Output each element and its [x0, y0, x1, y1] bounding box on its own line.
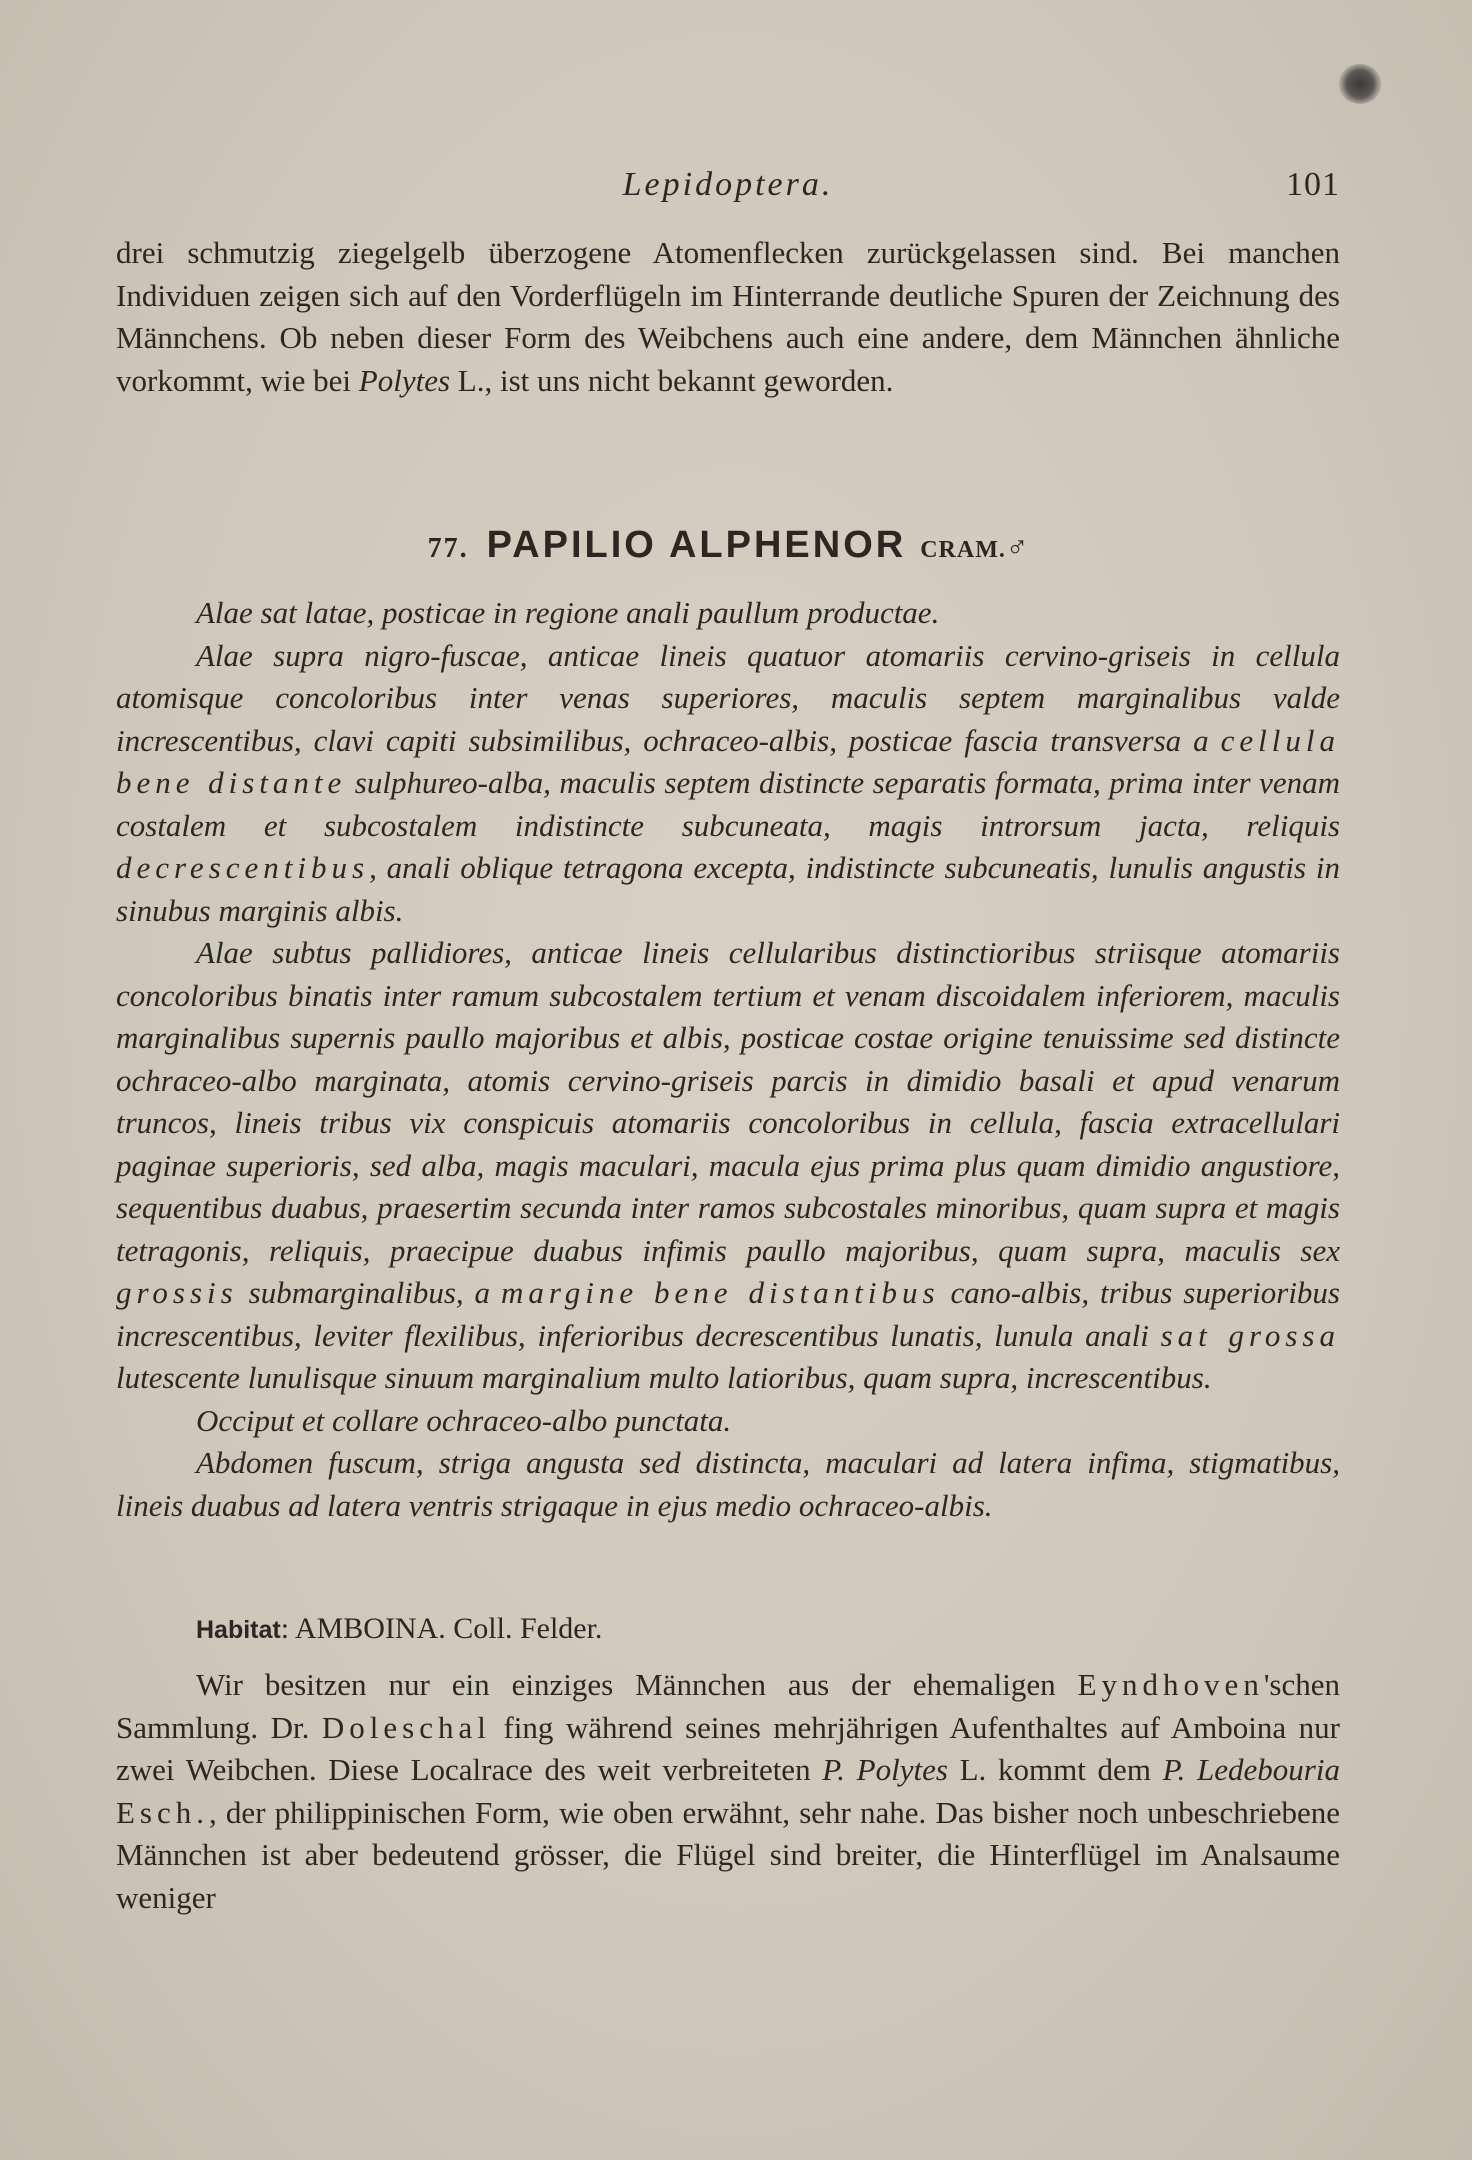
discussion-text: 'schen Sammlung. Dr. — [116, 1667, 1340, 1745]
latin-text: , anali oblique tetragona excepta, indistincte subcuneatis, lunulis angustis in sinubus marginis albis. — [116, 850, 1340, 928]
species-heading — [116, 524, 1340, 567]
latin-text: lutescente lunulisque sinuum marginalium multo latioribus, quam supra, increscentibus. — [116, 1360, 1212, 1395]
latin-spaced-text: sat grossa — [1160, 1317, 1340, 1353]
collector-name: Eyndhoven — [1077, 1667, 1264, 1702]
habitat-line — [196, 1612, 602, 1646]
intro-italic-taxon: Polytes — [358, 362, 451, 398]
intro-text-end: L., ist uns nicht bekannt geworden. — [450, 362, 894, 398]
latin-spaced-text: grossis — [116, 1275, 238, 1310]
latin-paragraph: Alae sat latae, posticae in regione anali paullum productae. — [196, 595, 940, 630]
discussion-text: fing während seines mehrjährigen Aufenthaltes auf Amboina nur zwei Weibchen. Diese Localrace des weit verbreiteten — [116, 1709, 1340, 1787]
discussion-paragraph — [116, 1664, 1340, 1919]
latin-text: Alae subtus pallidiores, anticae lineis cellularibus distinctioribus striisque atomariis concoloribus binatis inter ramum subcostalem tertium et venam discoidalem inferiorem, maculis marginalibus supernis paullo majoribus et albis, posticae costae origine tenuissime sed distincte ochraceo-albo marginata, atomis cervino-griseis parcis in dimidio basali et apud venarum truncos, lineis tribus vix conspicuis atomariis concoloribus in cellula, fascia extracellulari paginae superioris, sed alba, magis maculari, macula ejus prima plus quam dimidio angustiore, sequentibus duabus, praesertim secunda inter ramos subcostales minoribus, quam supra et magis tetragonis, reliquis, praecipue duabus infimis paullo majoribus, quam supra, maculis sex — [116, 935, 1340, 1268]
latin-paragraph: Occiput et collare ochraceo-albo punctata. — [196, 1402, 732, 1438]
discussion-text: Wir besitzen nur ein einziges Männchen aus der ehemaligen — [196, 1667, 1078, 1702]
latin-spaced-text: decrescentibus — [116, 850, 370, 885]
latin-description — [116, 592, 1340, 1527]
latin-text: sulphureo-alba, maculis septem distincte separatis formata, prima inter venam costalem et subcostalem indistincte subcuneata, magis introrsum jacta, reliquis — [116, 765, 1340, 843]
latin-text: cano-albis, tribus superioribus increscentibus, leviter flexilibus, inferioribus decrescentibus lunatis, lunula anali — [116, 1275, 1340, 1353]
discussion-text: , der philippinischen Form, wie oben erwähnt, sehr nahe. Das bisher noch unbeschriebene Männchen ist aber bedeutend grösser, die Flügel sind breiter, die Hinterflügel im Analsaume weniger — [116, 1794, 1340, 1915]
species-name: PAPILIO ALPHENOR — [486, 524, 907, 566]
running-title: Lepidoptera. — [622, 166, 834, 203]
discussion-text: L. kommt dem — [947, 1752, 1163, 1787]
latin-paragraph: Abdomen fuscum, striga angusta sed distincta, maculari ad latera infima, stigmatibus, lineis duabus ad latera ventris strigaque in ejus medio ochraceo-albis. — [116, 1445, 1340, 1523]
latin-text: Alae supra nigro-fuscae, anticae lineis quatuor atomariis cervino-griseis in cellula atomisque concoloribus inter venas superiores, maculis septem marginalibus valde increscentibus, clavi capiti subsimilibus, ochraceo-albis, posticae fascia transversa a — [116, 637, 1340, 758]
latin-spaced-text: margine bene distantibus — [500, 1275, 940, 1310]
habitat-colon: : — [280, 1612, 290, 1645]
collector-name: Doleschal — [321, 1709, 491, 1745]
species-author: CRAM. — [920, 537, 1006, 563]
latin-text: submarginalibus, a — [237, 1275, 501, 1310]
latin-paragraph — [116, 635, 1340, 933]
habitat-label: Habitat — [196, 1616, 281, 1644]
page-number: 101 — [1286, 166, 1340, 203]
page-header — [116, 160, 1340, 210]
taxon-italic: P. Ledebouria — [1162, 1752, 1340, 1787]
ink-stain — [1338, 64, 1382, 104]
author-abbrev: Esch. — [116, 1794, 210, 1830]
taxon-italic: P. Polytes — [822, 1752, 948, 1787]
intro-text: drei schmutzig ziegelgelb überzogene Atomenflecken zurückgelassen sind. Bei manchen Individuen zeigen sich auf den Vorderflügeln im Hinterrande deutliche Spuren der Zeichnung des Männchens. Ob neben dieser Form des Weibchens auch eine andere, dem Männchen ähnliche vorkommt, wie bei — [116, 235, 1340, 398]
species-number: 77. — [427, 533, 469, 564]
habitat-value: AMBOINA. Coll. Felder. — [289, 1612, 603, 1645]
intro-paragraph — [116, 232, 1340, 402]
latin-paragraph — [116, 932, 1340, 1400]
male-symbol: ♂ — [1005, 531, 1029, 564]
latin-spaced-text: cellula bene distante — [116, 722, 1340, 800]
